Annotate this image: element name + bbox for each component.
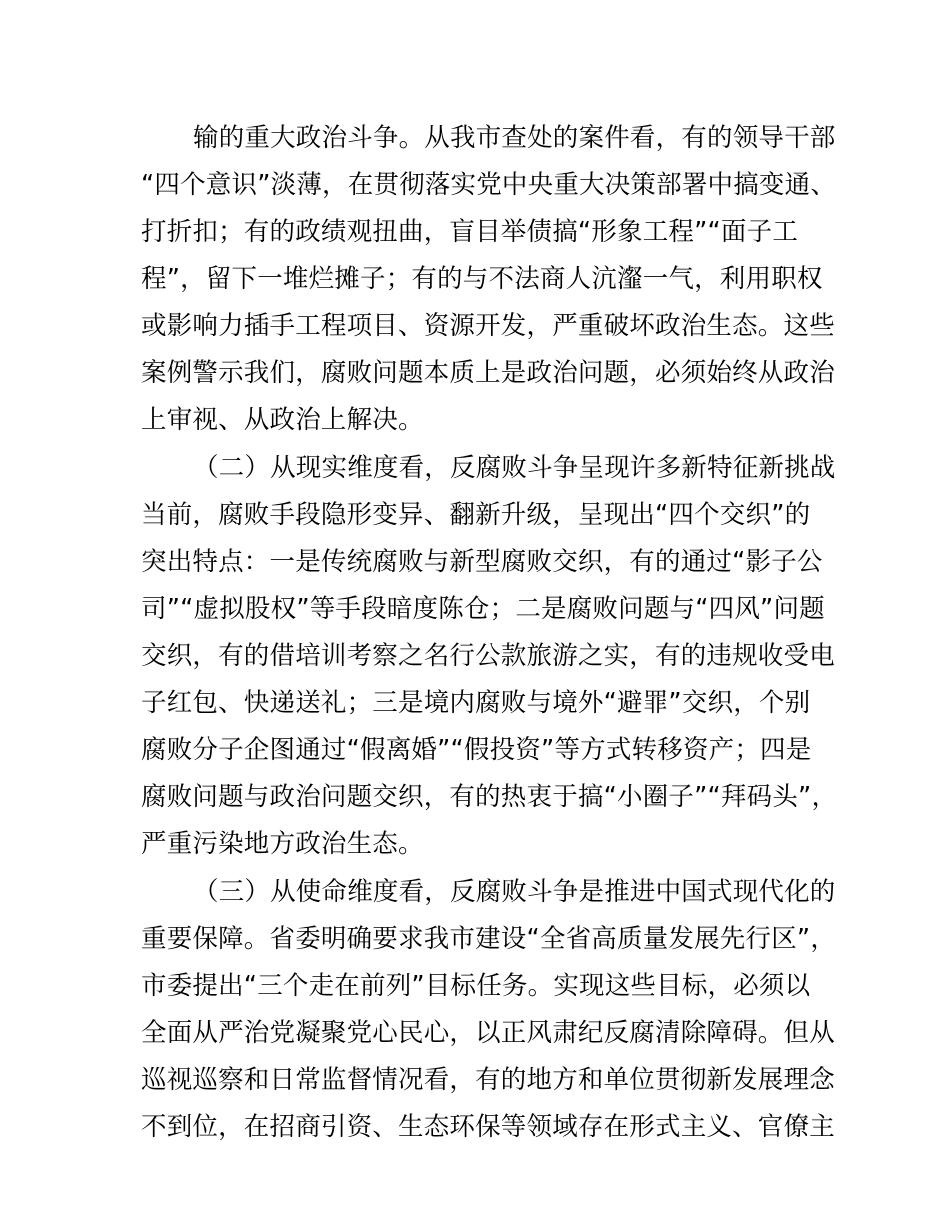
text-line: 交织，有的借培训考察之名行公款旅游之实，有的违规收受电 xyxy=(141,641,835,671)
section-heading-2: （二）从现实维度看，反腐败斗争呈现许多新特征新挑战 xyxy=(193,453,836,483)
text-line: 输的重大政治斗争。从我市查处的案件看，有的领导干部 xyxy=(193,123,836,153)
text-line: 巡视巡察和日常监督情况看，有的地方和单位贯彻新发展理念 xyxy=(141,1065,835,1095)
text-line: 上审视、从政治上解决。 xyxy=(141,405,424,435)
text-line: 案例警示我们，腐败问题本质上是政治问题，必须始终从政治 xyxy=(141,358,835,388)
text-line: 打折扣；有的政绩观扭曲，盲目举债搞“形象工程”“面子工 xyxy=(141,217,799,247)
text-line: 全面从严治党凝聚党心民心，以正风肃纪反腐清除障碍。但从 xyxy=(141,1018,835,1048)
text-line: 腐败问题与政治问题交织，有的热衷于搞“小圈子”“拜码头”， xyxy=(141,782,838,812)
text-line: 司”“虚拟股权”等手段暗度陈仓；二是腐败问题与“四风”问题 xyxy=(141,594,825,624)
text-line: 不到位，在招商引资、生态环保等领域存在形式主义、官僚主 xyxy=(141,1112,835,1142)
text-line: 子红包、快递送礼；三是境内腐败与境外“避罪”交织，个别 xyxy=(141,688,811,718)
text-line: 或影响力插手工程项目、资源开发，严重破坏政治生态。这些 xyxy=(141,311,835,341)
text-line: 程”，留下一堆烂摊子；有的与不法商人沆瀣一气，利用职权 xyxy=(141,264,823,294)
text-line: 严重污染地方政治生态。 xyxy=(141,829,424,859)
text-line: 当前，腐败手段隐形变异、翻新升级，呈现出“四个交织”的 xyxy=(141,500,811,530)
text-line: 腐败分子企图通过“假离婚”“假投资”等方式转移资产；四是 xyxy=(141,735,812,765)
text-line: 市委提出“三个走在前列”目标任务。实现这些目标，必须以 xyxy=(141,971,811,1001)
section-heading-3: （三）从使命维度看，反腐败斗争是推进中国式现代化的 xyxy=(193,877,836,907)
text-line: 突出特点：一是传统腐败与新型腐败交织，有的通过“影子公 xyxy=(141,547,823,577)
text-line: “四个意识”淡薄，在贯彻落实党中央重大决策部署中搞变通、 xyxy=(141,170,837,200)
text-line: 重要保障。省委明确要求我市建设“全省高质量发展先行区”， xyxy=(141,924,837,954)
